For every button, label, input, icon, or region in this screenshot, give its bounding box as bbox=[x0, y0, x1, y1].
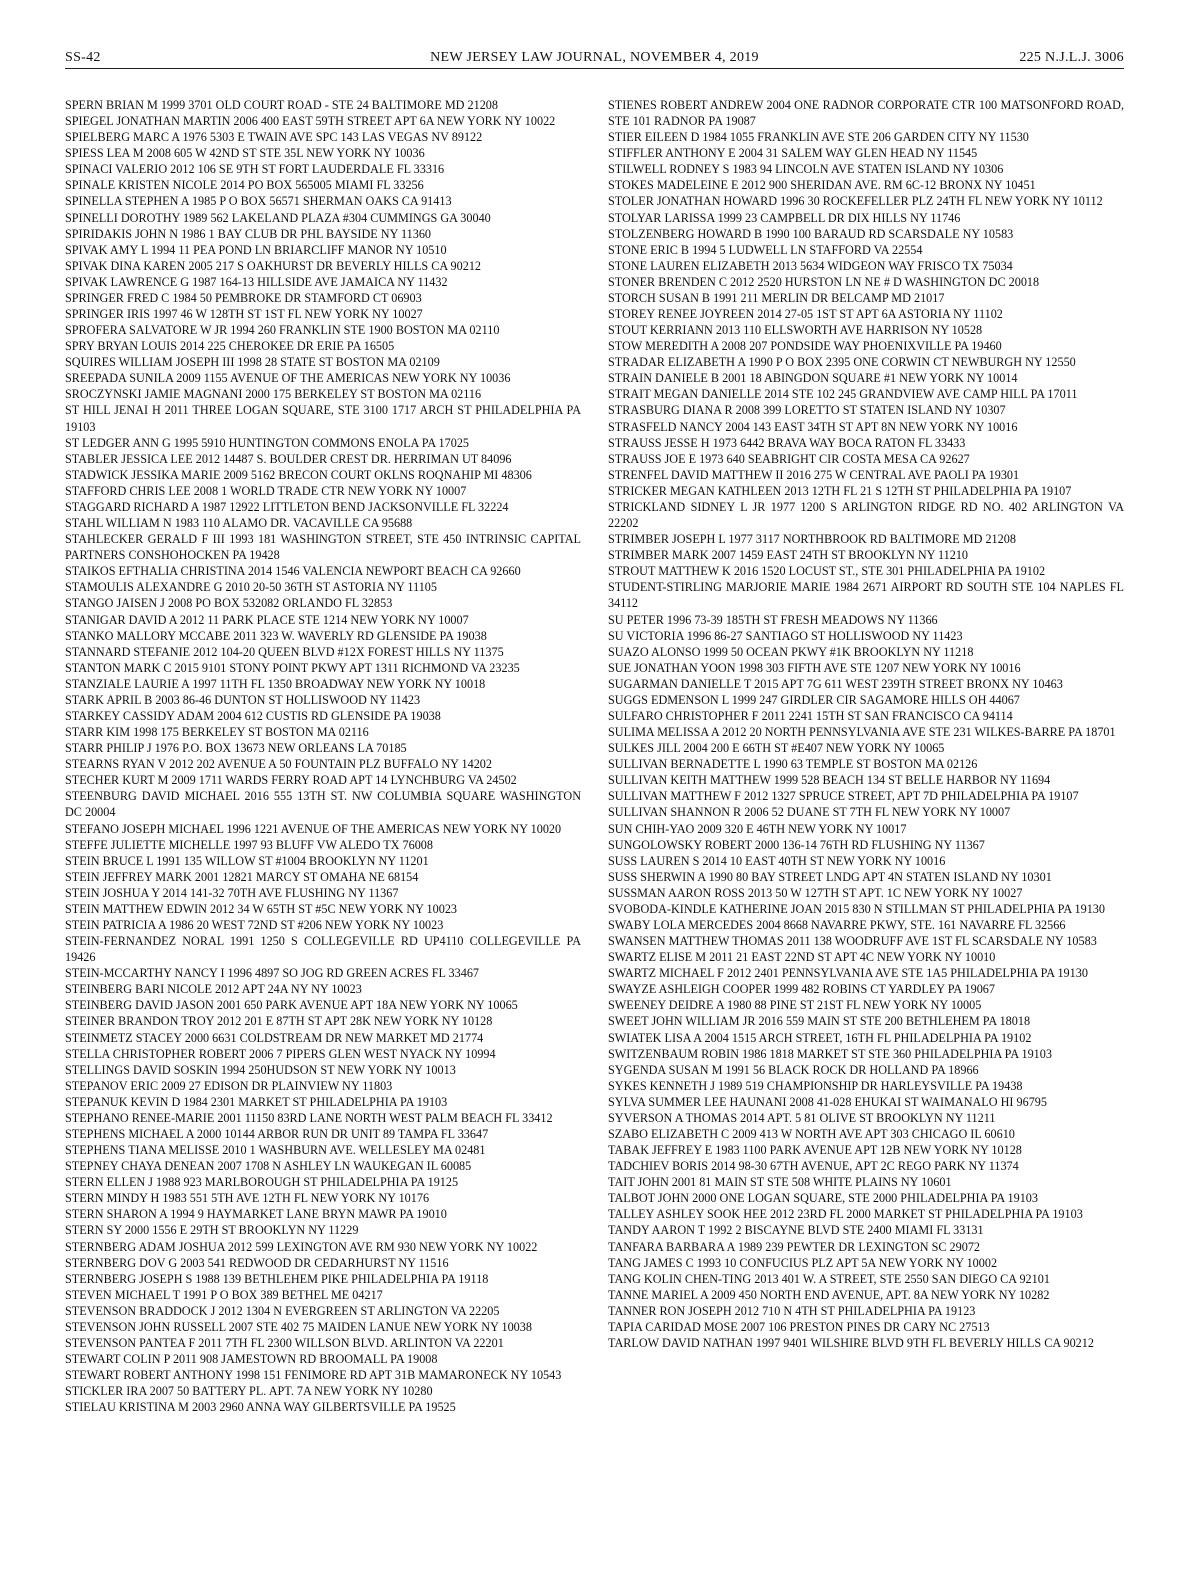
attorney-entry: STOW MEREDITH A 2008 207 PONDSIDE WAY PHOENIXVILLE PA 19460 bbox=[608, 339, 1002, 354]
attorney-entry: STARKEY CASSIDY ADAM 2004 612 CUSTIS RD GLENSIDE PA 19038 bbox=[65, 708, 441, 723]
attorney-entry: TANNE MARIEL A 2009 450 NORTH END AVENUE, APT. 8A NEW YORK NY 10282 bbox=[608, 1287, 1050, 1302]
attorney-entry: STEARNS RYAN V 2012 202 AVENUE A 50 FOUNTAIN PLZ BUFFALO NY 14202 bbox=[65, 757, 492, 772]
attorney-entry: SYGENDA SUSAN M 1991 56 BLACK ROCK DR HOLLAND PA 18966 bbox=[608, 1062, 979, 1077]
attorney-entry: ST LEDGER ANN G 1995 5910 HUNTINGTON COMMONS ENOLA PA 17025 bbox=[65, 435, 470, 450]
attorney-entry: STRASFELD NANCY 2004 143 EAST 34TH ST APT 8N NEW YORK NY 10016 bbox=[608, 419, 1018, 434]
attorney-entry: STEIN MATTHEW EDWIN 2012 34 W 65TH ST #5C NEW YORK NY 10023 bbox=[65, 901, 458, 916]
attorney-entry: STRICKER MEGAN KATHLEEN 2013 12TH FL 21 S 12TH ST PHILADELPHIA PA 19107 bbox=[608, 483, 1072, 498]
attorney-entry: STRIMBER MARK 2007 1459 EAST 24TH ST BROOKLYN NY 11210 bbox=[608, 548, 969, 563]
attorney-entry: SWARTZ MICHAEL F 2012 2401 PENNSYLVANIA AVE STE 1A5 PHILADELPHIA PA 19130 bbox=[608, 966, 1088, 981]
attorney-entry: STEVEN MICHAEL T 1991 P O BOX 389 BETHEL ME 04217 bbox=[65, 1287, 383, 1302]
attorney-entry: STIENES ROBERT ANDREW 2004 ONE RADNOR CORPORATE CTR 100 MATSONFORD ROAD, STE 101 RADNOR PA 19087 bbox=[608, 98, 1124, 129]
attorney-entry: SULFARO CHRISTOPHER F 2011 2241 15TH ST SAN FRANCISCO CA 94114 bbox=[608, 708, 1013, 723]
attorney-entry: STANGO JAISEN J 2008 PO BOX 532082 ORLANDO FL 32853 bbox=[65, 596, 393, 611]
attorney-entry: SWABY LOLA MERCEDES 2004 8668 NAVARRE PKWY, STE. 161 NAVARRE FL 32566 bbox=[608, 917, 1066, 932]
publication-title: NEW JERSEY LAW JOURNAL, NOVEMBER 4, 2019 bbox=[430, 50, 759, 65]
attorney-entry: STIELAU KRISTINA M 2003 2960 ANNA WAY GILBERTSVILLE PA 19525 bbox=[65, 1400, 456, 1415]
attorney-entry: STONER BRENDEN C 2012 2520 HURSTON LN NE # D WASHINGTON DC 20018 bbox=[608, 274, 1040, 289]
attorney-entry: STAFFORD CHRIS LEE 2008 1 WORLD TRADE CTR NEW YORK NY 10007 bbox=[65, 483, 467, 498]
attorney-entry: SPINELLI DOROTHY 1989 562 LAKELAND PLAZA #304 CUMMINGS GA 30040 bbox=[65, 210, 491, 225]
attorney-entry: SPRINGER IRIS 1997 46 W 128TH ST 1ST FL NEW YORK NY 10027 bbox=[65, 307, 423, 322]
attorney-entry: STELLINGS DAVID SOSKIN 1994 250HUDSON ST NEW YORK NY 10013 bbox=[65, 1062, 456, 1077]
attorney-entry: SUSSMAN AARON ROSS 2013 50 W 127TH ST APT. 1C NEW YORK NY 10027 bbox=[608, 885, 1023, 900]
attorney-entry: SU VICTORIA 1996 86-27 SANTIAGO ST HOLLISWOOD NY 11423 bbox=[608, 628, 963, 643]
attorney-entry: TABAK JEFFREY E 1983 1100 PARK AVENUE APT 12B NEW YORK NY 10128 bbox=[608, 1143, 1022, 1158]
attorney-entry: STABLER JESSICA LEE 2012 14487 S. BOULDER CREST DR. HERRIMAN UT 84096 bbox=[65, 451, 512, 466]
attorney-entry: STEFFE JULIETTE MICHELLE 1997 93 BLUFF VW ALEDO TX 76008 bbox=[65, 837, 433, 852]
attorney-entry: SUNGOLOWSKY ROBERT 2000 136-14 76TH RD FLUSHING NY 11367 bbox=[608, 837, 985, 852]
attorney-entry: SQUIRES WILLIAM JOSEPH III 1998 28 STATE ST BOSTON MA 02109 bbox=[65, 355, 440, 370]
attorney-entry: STANZIALE LAURIE A 1997 11TH FL 1350 BROADWAY NEW YORK NY 10018 bbox=[65, 676, 486, 691]
attorney-entry: SREEPADA SUNILA 2009 1155 AVENUE OF THE AMERICAS NEW YORK NY 10036 bbox=[65, 371, 511, 386]
attorney-entry: SPINALE KRISTEN NICOLE 2014 PO BOX 565005 MIAMI FL 33256 bbox=[65, 178, 424, 193]
attorney-entry: SPIVAK LAWRENCE G 1987 164-13 HILLSIDE AVE JAMAICA NY 11432 bbox=[65, 274, 448, 289]
attorney-entry: STOLYAR LARISSA 1999 23 CAMPBELL DR DIX HILLS NY 11746 bbox=[608, 210, 961, 225]
attorney-entry: STILWELL RODNEY S 1983 94 LINCOLN AVE STATEN ISLAND NY 10306 bbox=[608, 162, 1004, 177]
attorney-entry: ST HILL JENAI H 2011 THREE LOGAN SQUARE, STE 3100 1717 ARCH ST PHILADELPHIA PA 19103 bbox=[65, 403, 581, 434]
attorney-entry: STARK APRIL B 2003 86-46 DUNTON ST HOLLISWOOD NY 11423 bbox=[65, 692, 421, 707]
attorney-entry: SUN CHIH-YAO 2009 320 E 46TH NEW YORK NY 10017 bbox=[608, 821, 907, 836]
attorney-entry: STERNBERG DOV G 2003 541 REDWOOD DR CEDARHURST NY 11516 bbox=[65, 1255, 449, 1270]
attorney-entry: STANIGAR DAVID A 2012 11 PARK PLACE STE 1214 NEW YORK NY 10007 bbox=[65, 612, 469, 627]
attorney-entry: TADCHIEV BORIS 2014 98-30 67TH AVENUE, APT 2C REGO PARK NY 11374 bbox=[608, 1159, 1019, 1174]
attorney-entry: SPIVAK AMY L 1994 11 PEA POND LN BRIARCLIFF MANOR NY 10510 bbox=[65, 242, 447, 257]
attorney-entry: STIER EILEEN D 1984 1055 FRANKLIN AVE STE 206 GARDEN CITY NY 11530 bbox=[608, 130, 1029, 145]
attorney-entry: STECHER KURT M 2009 1711 WARDS FERRY ROAD APT 14 LYNCHBURG VA 24502 bbox=[65, 773, 517, 788]
attorney-entry: STARR PHILIP J 1976 P.O. BOX 13673 NEW ORLEANS LA 70185 bbox=[65, 741, 407, 756]
attorney-entry: SPIVAK DINA KAREN 2005 217 S OAKHURST DR BEVERLY HILLS CA 90212 bbox=[65, 258, 482, 273]
attorney-entry: SWIATEK LISA A 2004 1515 ARCH STREET, 16TH FL PHILADELPHIA PA 19102 bbox=[608, 1030, 1032, 1045]
attorney-entry: STEENBURG DAVID MICHAEL 2016 555 13TH ST. NW COLUMBIA SQUARE WASHINGTON DC 20004 bbox=[65, 789, 581, 820]
attorney-entry: STICKLER IRA 2007 50 BATTERY PL. APT. 7A NEW YORK NY 10280 bbox=[65, 1384, 433, 1399]
attorney-entry: STEINMETZ STACEY 2000 6631 COLDSTREAM DR NEW MARKET MD 21774 bbox=[65, 1030, 484, 1045]
attorney-entry: SWAYZE ASHLEIGH COOPER 1999 482 ROBINS CT YARDLEY PA 19067 bbox=[608, 982, 995, 997]
attorney-entry: SPRY BRYAN LOUIS 2014 225 CHEROKEE DR ERIE PA 16505 bbox=[65, 339, 395, 354]
attorney-entry: STERN SHARON A 1994 9 HAYMARKET LANE BRYN MAWR PA 19010 bbox=[65, 1207, 447, 1222]
attorney-entry: STEIN JOSHUA Y 2014 141-32 70TH AVE FLUSHING NY 11367 bbox=[65, 885, 399, 900]
journal-citation: 225 N.J.L.J. 3006 bbox=[1019, 50, 1124, 65]
attorney-entry: STONE LAUREN ELIZABETH 2013 5634 WIDGEON WAY FRISCO TX 75034 bbox=[608, 258, 1013, 273]
attorney-entry: STOLER JONATHAN HOWARD 1996 30 ROCKEFELLER PLZ 24TH FL NEW YORK NY 10112 bbox=[608, 194, 1103, 209]
attorney-entry: STEIN-FERNANDEZ NORAL 1991 1250 S COLLEGEVILLE RD UP4110 COLLEGEVILLE PA 19426 bbox=[65, 934, 581, 965]
attorney-entry: STRAIT MEGAN DANIELLE 2014 STE 102 245 GRANDVIEW AVE CAMP HILL PA 17011 bbox=[608, 387, 1078, 402]
attorney-entry: SUAZO ALONSO 1999 50 OCEAN PKWY #1K BROOKLYN NY 11218 bbox=[608, 644, 974, 659]
attorney-entry: STEFANO JOSEPH MICHAEL 1996 1221 AVENUE OF THE AMERICAS NEW YORK NY 10020 bbox=[65, 821, 562, 836]
attorney-entry: STRAIN DANIELE B 2001 18 ABINGDON SQUARE #1 NEW YORK NY 10014 bbox=[608, 371, 1018, 386]
attorney-entry: SUSS SHERWIN A 1990 80 BAY STREET LNDG APT 4N STATEN ISLAND NY 10301 bbox=[608, 869, 1052, 884]
attorney-entry: STADWICK JESSIKA MARIE 2009 5162 BRECON COURT OKLNS ROQNAHIP MI 48306 bbox=[65, 467, 532, 482]
right-column bbox=[608, 97, 1124, 1351]
attorney-entry: TAIT JOHN 2001 81 MAIN ST STE 508 WHITE PLAINS NY 10601 bbox=[608, 1175, 952, 1190]
attorney-entry: SULLIVAN BERNADETTE L 1990 63 TEMPLE ST BOSTON MA 02126 bbox=[608, 757, 978, 772]
attorney-entry: STAIKOS EFTHALIA CHRISTINA 2014 1546 VALENCIA NEWPORT BEACH CA 92660 bbox=[65, 564, 521, 579]
attorney-entry: SWEET JOHN WILLIAM JR 2016 559 MAIN ST STE 200 BETHLEHEM PA 18018 bbox=[608, 1014, 1031, 1029]
attorney-entry: STOREY RENEE JOYREEN 2014 27-05 1ST ST APT 6A ASTORIA NY 11102 bbox=[608, 307, 1003, 322]
attorney-entry: SULLIVAN KEITH MATTHEW 1999 528 BEACH 134 ST BELLE HARBOR NY 11694 bbox=[608, 773, 1051, 788]
attorney-entry: STIFFLER ANTHONY E 2004 31 SALEM WAY GLEN HEAD NY 11545 bbox=[608, 146, 978, 161]
attorney-entry: STEIN PATRICIA A 1986 20 WEST 72ND ST #206 NEW YORK NY 10023 bbox=[65, 917, 444, 932]
attorney-entry: STEVENSON BRADDOCK J 2012 1304 N EVERGREEN ST ARLINGTON VA 22205 bbox=[65, 1303, 500, 1318]
attorney-entry: TANG KOLIN CHEN-TING 2013 401 W. A STREET, STE 2550 SAN DIEGO CA 92101 bbox=[608, 1271, 1050, 1286]
attorney-entry: STERN SY 2000 1556 E 29TH ST BROOKLYN NY 11229 bbox=[65, 1223, 359, 1238]
attorney-entry: STRENFEL DAVID MATTHEW II 2016 275 W CENTRAL AVE PAOLI PA 19301 bbox=[608, 467, 1020, 482]
attorney-entry: TALLEY ASHLEY SOOK HEE 2012 23RD FL 2000 MARKET ST PHILADELPHIA PA 19103 bbox=[608, 1207, 1083, 1222]
attorney-entry: STRADAR ELIZABETH A 1990 P O BOX 2395 ONE CORWIN CT NEWBURGH NY 12550 bbox=[608, 355, 1076, 370]
attorney-entry: STEPHENS MICHAEL A 2000 10144 ARBOR RUN DR UNIT 89 TAMPA FL 33647 bbox=[65, 1127, 489, 1141]
left-column bbox=[65, 97, 581, 1415]
attorney-entry: SPIEGEL JONATHAN MARTIN 2006 400 EAST 59TH STREET APT 6A NEW YORK NY 10022 bbox=[65, 114, 556, 129]
attorney-entry: STANNARD STEFANIE 2012 104-20 QUEEN BLVD #12X FOREST HILLS NY 11375 bbox=[65, 644, 504, 659]
attorney-entry: SPIESS LEA M 2008 605 W 42ND ST STE 35L NEW YORK NY 10036 bbox=[65, 146, 425, 161]
attorney-entry: SYLVA SUMMER LEE HAUNANI 2008 41-028 EHUKAI ST WAIMANALO HI 96795 bbox=[608, 1094, 1047, 1109]
attorney-entry: STONE ERIC B 1994 5 LUDWELL LN STAFFORD VA 22554 bbox=[608, 242, 923, 257]
attorney-entry: SUE JONATHAN YOON 1998 303 FIFTH AVE STE 1207 NEW YORK NY 10016 bbox=[608, 660, 1021, 675]
attorney-entry: SPRINGER FRED C 1984 50 PEMBROKE DR STAMFORD CT 06903 bbox=[65, 290, 422, 305]
attorney-entry: STERNBERG ADAM JOSHUA 2012 599 LEXINGTON AVE RM 930 NEW YORK NY 10022 bbox=[65, 1239, 538, 1254]
attorney-entry: STEVENSON JOHN RUSSELL 2007 STE 402 75 MAIDEN LANUE NEW YORK NY 10038 bbox=[65, 1319, 532, 1334]
attorney-entry: SULIMA MELISSA A 2012 20 NORTH PENNSYLVANIA AVE STE 231 WILKES-BARRE PA 18701 bbox=[608, 725, 1116, 740]
attorney-entry: SWANSEN MATTHEW THOMAS 2011 138 WOODRUFF AVE 1ST FL SCARSDALE NY 10583 bbox=[608, 934, 1097, 949]
attorney-entry: SROCZYNSKI JAMIE MAGNANI 2000 175 BERKELEY ST BOSTON MA 02116 bbox=[65, 387, 482, 402]
attorney-entry: SU PETER 1996 73-39 185TH ST FRESH MEADOWS NY 11366 bbox=[608, 612, 938, 627]
attorney-entry: STAMOULIS ALEXANDRE G 2010 20-50 36TH ST ASTORIA NY 11105 bbox=[65, 580, 437, 595]
attorney-entry: SWARTZ ELISE M 2011 21 EAST 22ND ST APT 4C NEW YORK NY 10010 bbox=[608, 950, 996, 965]
attorney-entry: STARR KIM 1998 175 BERKELEY ST BOSTON MA 02116 bbox=[65, 725, 369, 740]
attorney-entry: SUSS LAUREN S 2014 10 EAST 40TH ST NEW YORK NY 10016 bbox=[608, 853, 946, 868]
attorney-entry: SULLIVAN SHANNON R 2006 52 DUANE ST 7TH FL NEW YORK NY 10007 bbox=[608, 805, 1011, 820]
attorney-entry: TANG JAMES C 1993 10 CONFUCIUS PLZ APT 5A NEW YORK NY 10002 bbox=[608, 1255, 998, 1270]
attorney-entry: STEPHANO RENEE-MARIE 2001 11150 83RD LANE NORTH WEST PALM BEACH FL 33412 bbox=[65, 1110, 553, 1125]
attorney-entry: STOKES MADELEINE E 2012 900 SHERIDAN AVE. RM 6C-12 BRONX NY 10451 bbox=[608, 178, 1036, 193]
attorney-entry: STORCH SUSAN B 1991 211 MERLIN DR BELCAMP MD 21017 bbox=[608, 290, 945, 305]
attorney-entry: SVOBODA-KINDLE KATHERINE JOAN 2015 830 N STILLMAN ST PHILADELPHIA PA 19130 bbox=[608, 901, 1105, 916]
attorney-entry: STEVENSON PANTEA F 2011 7TH FL 2300 WILLSON BLVD. ARLINTON VA 22201 bbox=[65, 1336, 504, 1351]
attorney-entry: TANFARA BARBARA A 1989 239 PEWTER DR LEXINGTON SC 29072 bbox=[608, 1239, 981, 1254]
attorney-entry: STEIN-MCCARTHY NANCY I 1996 4897 SO JOG RD GREEN ACRES FL 33467 bbox=[65, 966, 480, 981]
attorney-entry: STOLZENBERG HOWARD B 1990 100 BARAUD RD SCARSDALE NY 10583 bbox=[608, 226, 1014, 241]
attorney-entry: TARLOW DAVID NATHAN 1997 9401 WILSHIRE BLVD 9TH FL BEVERLY HILLS CA 90212 bbox=[608, 1336, 1094, 1351]
attorney-entry: STEWART ROBERT ANTHONY 1998 151 FENIMORE RD APT 31B MAMARONECK NY 10543 bbox=[65, 1368, 562, 1383]
attorney-entry: STERN MINDY H 1983 551 5TH AVE 12TH FL NEW YORK NY 10176 bbox=[65, 1191, 430, 1206]
attorney-entry: STAHL WILLIAM N 1983 110 ALAMO DR. VACAVILLE CA 95688 bbox=[65, 516, 413, 531]
page-header bbox=[65, 50, 1124, 69]
attorney-entry: SPIELBERG MARC A 1976 5303 E TWAIN AVE SPC 143 LAS VEGAS NV 89122 bbox=[65, 130, 483, 145]
attorney-entry: SYVERSON A THOMAS 2014 APT. 5 81 OLIVE ST BROOKLYN NY 11211 bbox=[608, 1110, 996, 1125]
attorney-entry: TANNER RON JOSEPH 2012 710 N 4TH ST PHILADELPHIA PA 19123 bbox=[608, 1303, 976, 1318]
attorney-entry: SPINELLA STEPHEN A 1985 P O BOX 56571 SHERMAN OAKS CA 91413 bbox=[65, 194, 452, 209]
attorney-entry: STROUT MATTHEW K 2016 1520 LOCUST ST., STE 301 PHILADELPHIA PA 19102 bbox=[608, 564, 1046, 579]
attorney-entry: STRASBURG DIANA R 2008 399 LORETTO ST STATEN ISLAND NY 10307 bbox=[608, 403, 1006, 418]
attorney-entry: STANKO MALLORY MCCABE 2011 323 W. WAVERLY RD GLENSIDE PA 19038 bbox=[65, 628, 487, 643]
attorney-entry: STEINBERG BARI NICOLE 2012 APT 24A NY NY 10023 bbox=[65, 982, 362, 997]
attorney-entry: STOUT KERRIANN 2013 110 ELLSWORTH AVE HARRISON NY 10528 bbox=[608, 323, 983, 338]
attorney-entry: SPROFERA SALVATORE W JR 1994 260 FRANKLIN STE 1900 BOSTON MA 02110 bbox=[65, 323, 500, 338]
attorney-entry: STEPANUK KEVIN D 1984 2301 MARKET ST PHILADELPHIA PA 19103 bbox=[65, 1094, 448, 1109]
attorney-entry: SPINACI VALERIO 2012 106 SE 9TH ST FORT LAUDERDALE FL 33316 bbox=[65, 162, 445, 177]
attorney-entry: STELLA CHRISTOPHER ROBERT 2006 7 PIPERS GLEN WEST NYACK NY 10994 bbox=[65, 1046, 496, 1061]
attorney-entry: STEPHENS TIANA MELISSE 2010 1 WASHBURN AVE. WELLESLEY MA 02481 bbox=[65, 1143, 486, 1158]
attorney-entry: SYKES KENNETH J 1989 519 CHAMPIONSHIP DR HARLEYSVILLE PA 19438 bbox=[608, 1078, 1023, 1093]
attorney-entry: SZABO ELIZABETH C 2009 413 W NORTH AVE APT 303 CHICAGO IL 60610 bbox=[608, 1127, 1015, 1141]
attorney-entry: STERNBERG JOSEPH S 1988 139 BETHLEHEM PIKE PHILADELPHIA PA 19118 bbox=[65, 1271, 489, 1286]
attorney-entry: SWITZENBAUM ROBIN 1986 1818 MARKET ST STE 360 PHILADELPHIA PA 19103 bbox=[608, 1046, 1052, 1061]
attorney-entry: STRIMBER JOSEPH L 1977 3117 NORTHBROOK RD BALTIMORE MD 21208 bbox=[608, 532, 1016, 547]
attorney-entry: SUGARMAN DANIELLE T 2015 APT 7G 611 WEST 239TH STREET BRONX NY 10463 bbox=[608, 676, 1063, 691]
attorney-entry: STRAUSS JOE E 1973 640 SEABRIGHT CIR COSTA MESA CA 92627 bbox=[608, 451, 970, 466]
attorney-entry: STRAUSS JESSE H 1973 6442 BRAVA WAY BOCA RATON FL 33433 bbox=[608, 435, 966, 450]
attorney-entry: STANTON MARK C 2015 9101 STONY POINT PKWY APT 1311 RICHMOND VA 23235 bbox=[65, 660, 520, 675]
attorney-entry: STAHLECKER GERALD F III 1993 181 WASHINGTON STREET, STE 450 INTRINSIC CAPITAL PARTNERS CONSHOHOCKEN PA 19428 bbox=[65, 532, 581, 563]
attorney-entry: STEPNEY CHAYA DENEAN 2007 1708 N ASHLEY LN WAUKEGAN IL 60085 bbox=[65, 1159, 472, 1174]
page-label: SS-42 bbox=[65, 50, 101, 65]
attorney-entry: STEINER BRANDON TROY 2012 201 E 87TH ST APT 28K NEW YORK NY 10128 bbox=[65, 1014, 493, 1029]
attorney-entry: STEIN BRUCE L 1991 135 WILLOW ST #1004 BROOKLYN NY 11201 bbox=[65, 853, 429, 868]
attorney-entry: SPIRIDAKIS JOHN N 1986 1 BAY CLUB DR PHL BAYSIDE NY 11360 bbox=[65, 226, 432, 241]
attorney-entry: TALBOT JOHN 2000 ONE LOGAN SQUARE, STE 2000 PHILADELPHIA PA 19103 bbox=[608, 1191, 1038, 1206]
attorney-entry: STRICKLAND SIDNEY L JR 1977 1200 S ARLINGTON RIDGE RD NO. 402 ARLINGTON VA 22202 bbox=[608, 499, 1124, 531]
attorney-entry: TAPIA CARIDAD MOSE 2007 106 PRESTON PINES DR CARY NC 27513 bbox=[608, 1319, 990, 1334]
attorney-entry: STAGGARD RICHARD A 1987 12922 LITTLETON BEND JACKSONVILLE FL 32224 bbox=[65, 499, 509, 514]
attorney-entry: STUDENT-STIRLING MARJORIE MARIE 1984 2671 AIRPORT RD SOUTH STE 104 NAPLES FL 34112 bbox=[608, 580, 1124, 611]
attorney-entry: SULLIVAN MATTHEW F 2012 1327 SPRUCE STREET, APT 7D PHILADELPHIA PA 19107 bbox=[608, 789, 1079, 804]
attorney-entry: SULKES JILL 2004 200 E 66TH ST #E407 NEW YORK NY 10065 bbox=[608, 741, 945, 756]
attorney-entry: TANDY AARON T 1992 2 BISCAYNE BLVD STE 2400 MIAMI FL 33131 bbox=[608, 1223, 984, 1238]
attorney-entry: STEWART COLIN P 2011 908 JAMESTOWN RD BROOMALL PA 19008 bbox=[65, 1352, 438, 1367]
attorney-entry: STEIN JEFFREY MARK 2001 12821 MARCY ST OMAHA NE 68154 bbox=[65, 869, 419, 884]
attorney-entry: STERN ELLEN J 1988 923 MARLBOROUGH ST PHILADELPHIA PA 19125 bbox=[65, 1175, 459, 1190]
attorney-entry: STEINBERG DAVID JASON 2001 650 PARK AVENUE APT 18A NEW YORK NY 10065 bbox=[65, 998, 518, 1013]
attorney-entry: SWEENEY DEIDRE A 1980 88 PINE ST 21ST FL NEW YORK NY 10005 bbox=[608, 998, 982, 1013]
attorney-entry: STEPANOV ERIC 2009 27 EDISON DR PLAINVIEW NY 11803 bbox=[65, 1078, 393, 1093]
attorney-entry: SPERN BRIAN M 1999 3701 OLD COURT ROAD - STE 24 BALTIMORE MD 21208 bbox=[65, 98, 498, 112]
attorney-entry: SUGGS EDMENSON L 1999 247 GIRDLER CIR SAGAMORE HILLS OH 44067 bbox=[608, 692, 1020, 707]
